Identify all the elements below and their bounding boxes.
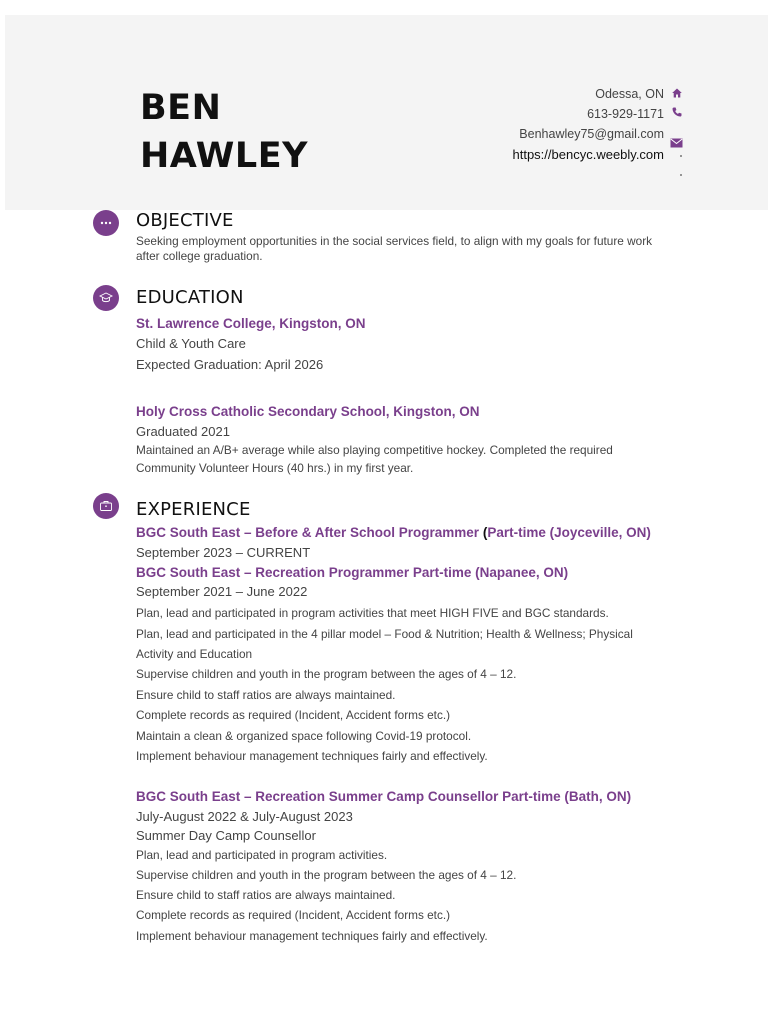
- mail-icon: [670, 138, 683, 148]
- location: Odessa, ON: [595, 87, 664, 101]
- graduation-date: Expected Graduation: April 2026: [136, 357, 324, 372]
- graduation-year: Graduated 2021: [136, 424, 230, 439]
- job-title: [136, 525, 651, 540]
- job-bullet: Implement behaviour management techniques fairly and effectively.: [136, 749, 488, 763]
- education-heading: EDUCATION: [136, 287, 244, 308]
- education-detail: Maintained an A/B+ average while also playing competitive hockey. Completed the required: [136, 443, 613, 457]
- last-name: HAWLEY: [140, 136, 308, 176]
- objective-line: after college graduation.: [136, 249, 263, 263]
- briefcase-icon: [93, 493, 119, 519]
- first-name: BEN: [140, 88, 222, 128]
- home-icon: [672, 88, 682, 98]
- experience-heading: EXPERIENCE: [136, 499, 251, 520]
- job-dates: September 2021 – June 2022: [136, 584, 308, 599]
- job-bullet: Maintain a clean & organized space following Covid-19 protocol.: [136, 729, 472, 743]
- job-bullet: Supervise children and youth in the program between the ages of 4 – 12.: [136, 868, 517, 882]
- job-bullet: Implement behaviour management techniques fairly and effectively.: [136, 929, 488, 943]
- job-bullet: Activity and Education: [136, 647, 253, 661]
- decorative-dot: [680, 174, 682, 176]
- objective-icon: [93, 210, 119, 236]
- job-title-part: Part-time (Joyceville, ON): [487, 525, 651, 540]
- decorative-dot: [680, 155, 682, 157]
- job-bullet: Plan, lead and participated in program activities that meet HIGH FIVE and BGC standards.: [136, 606, 609, 620]
- email-link[interactable]: Benhawley75@gmail.com: [519, 127, 664, 141]
- job-title: BGC South East – Recreation Summer Camp Counsellor Part-time (Bath, ON): [136, 789, 632, 804]
- graduation-cap-icon: [93, 285, 119, 311]
- school-name: Holy Cross Catholic Secondary School, Kingston, ON: [136, 404, 480, 419]
- phone: 613-929-1171: [587, 107, 664, 121]
- program-name: Child & Youth Care: [136, 336, 246, 351]
- job-dates: July-August 2022 & July-August 2023: [136, 809, 353, 824]
- job-role: Summer Day Camp Counsellor: [136, 828, 316, 843]
- job-bullet: Plan, lead and participated in program activities.: [136, 848, 388, 862]
- job-title-part: BGC South East – Before & After School Programmer: [136, 525, 483, 540]
- phone-icon: [672, 107, 682, 117]
- education-detail: Community Volunteer Hours (40 hrs.) in my first year.: [136, 461, 414, 475]
- objective-heading: OBJECTIVE: [136, 210, 234, 231]
- job-bullet: Ensure child to staff ratios are always maintained.: [136, 888, 396, 902]
- school-name: St. Lawrence College, Kingston, ON: [136, 316, 366, 331]
- job-bullet: Complete records as required (Incident, Accident forms etc.): [136, 708, 451, 722]
- job-bullet: Ensure child to staff ratios are always maintained.: [136, 688, 396, 702]
- job-bullet: Complete records as required (Incident, Accident forms etc.): [136, 908, 451, 922]
- job-title-paren: (: [482, 525, 488, 540]
- job-dates: September 2023 – CURRENT: [136, 545, 311, 560]
- website-link[interactable]: https://bencyc.weebly.com: [512, 147, 664, 162]
- job-bullet: Supervise children and youth in the program between the ages of 4 – 12.: [136, 667, 517, 681]
- objective-line: Seeking employment opportunities in the social services field, to align with my goals for future work: [136, 234, 653, 248]
- job-bullet: Plan, lead and participated in the 4 pillar model – Food & Nutrition; Health & Wellness; Physical: [136, 627, 633, 641]
- job-title: BGC South East – Recreation Programmer Part-time (Napanee, ON): [136, 565, 569, 580]
